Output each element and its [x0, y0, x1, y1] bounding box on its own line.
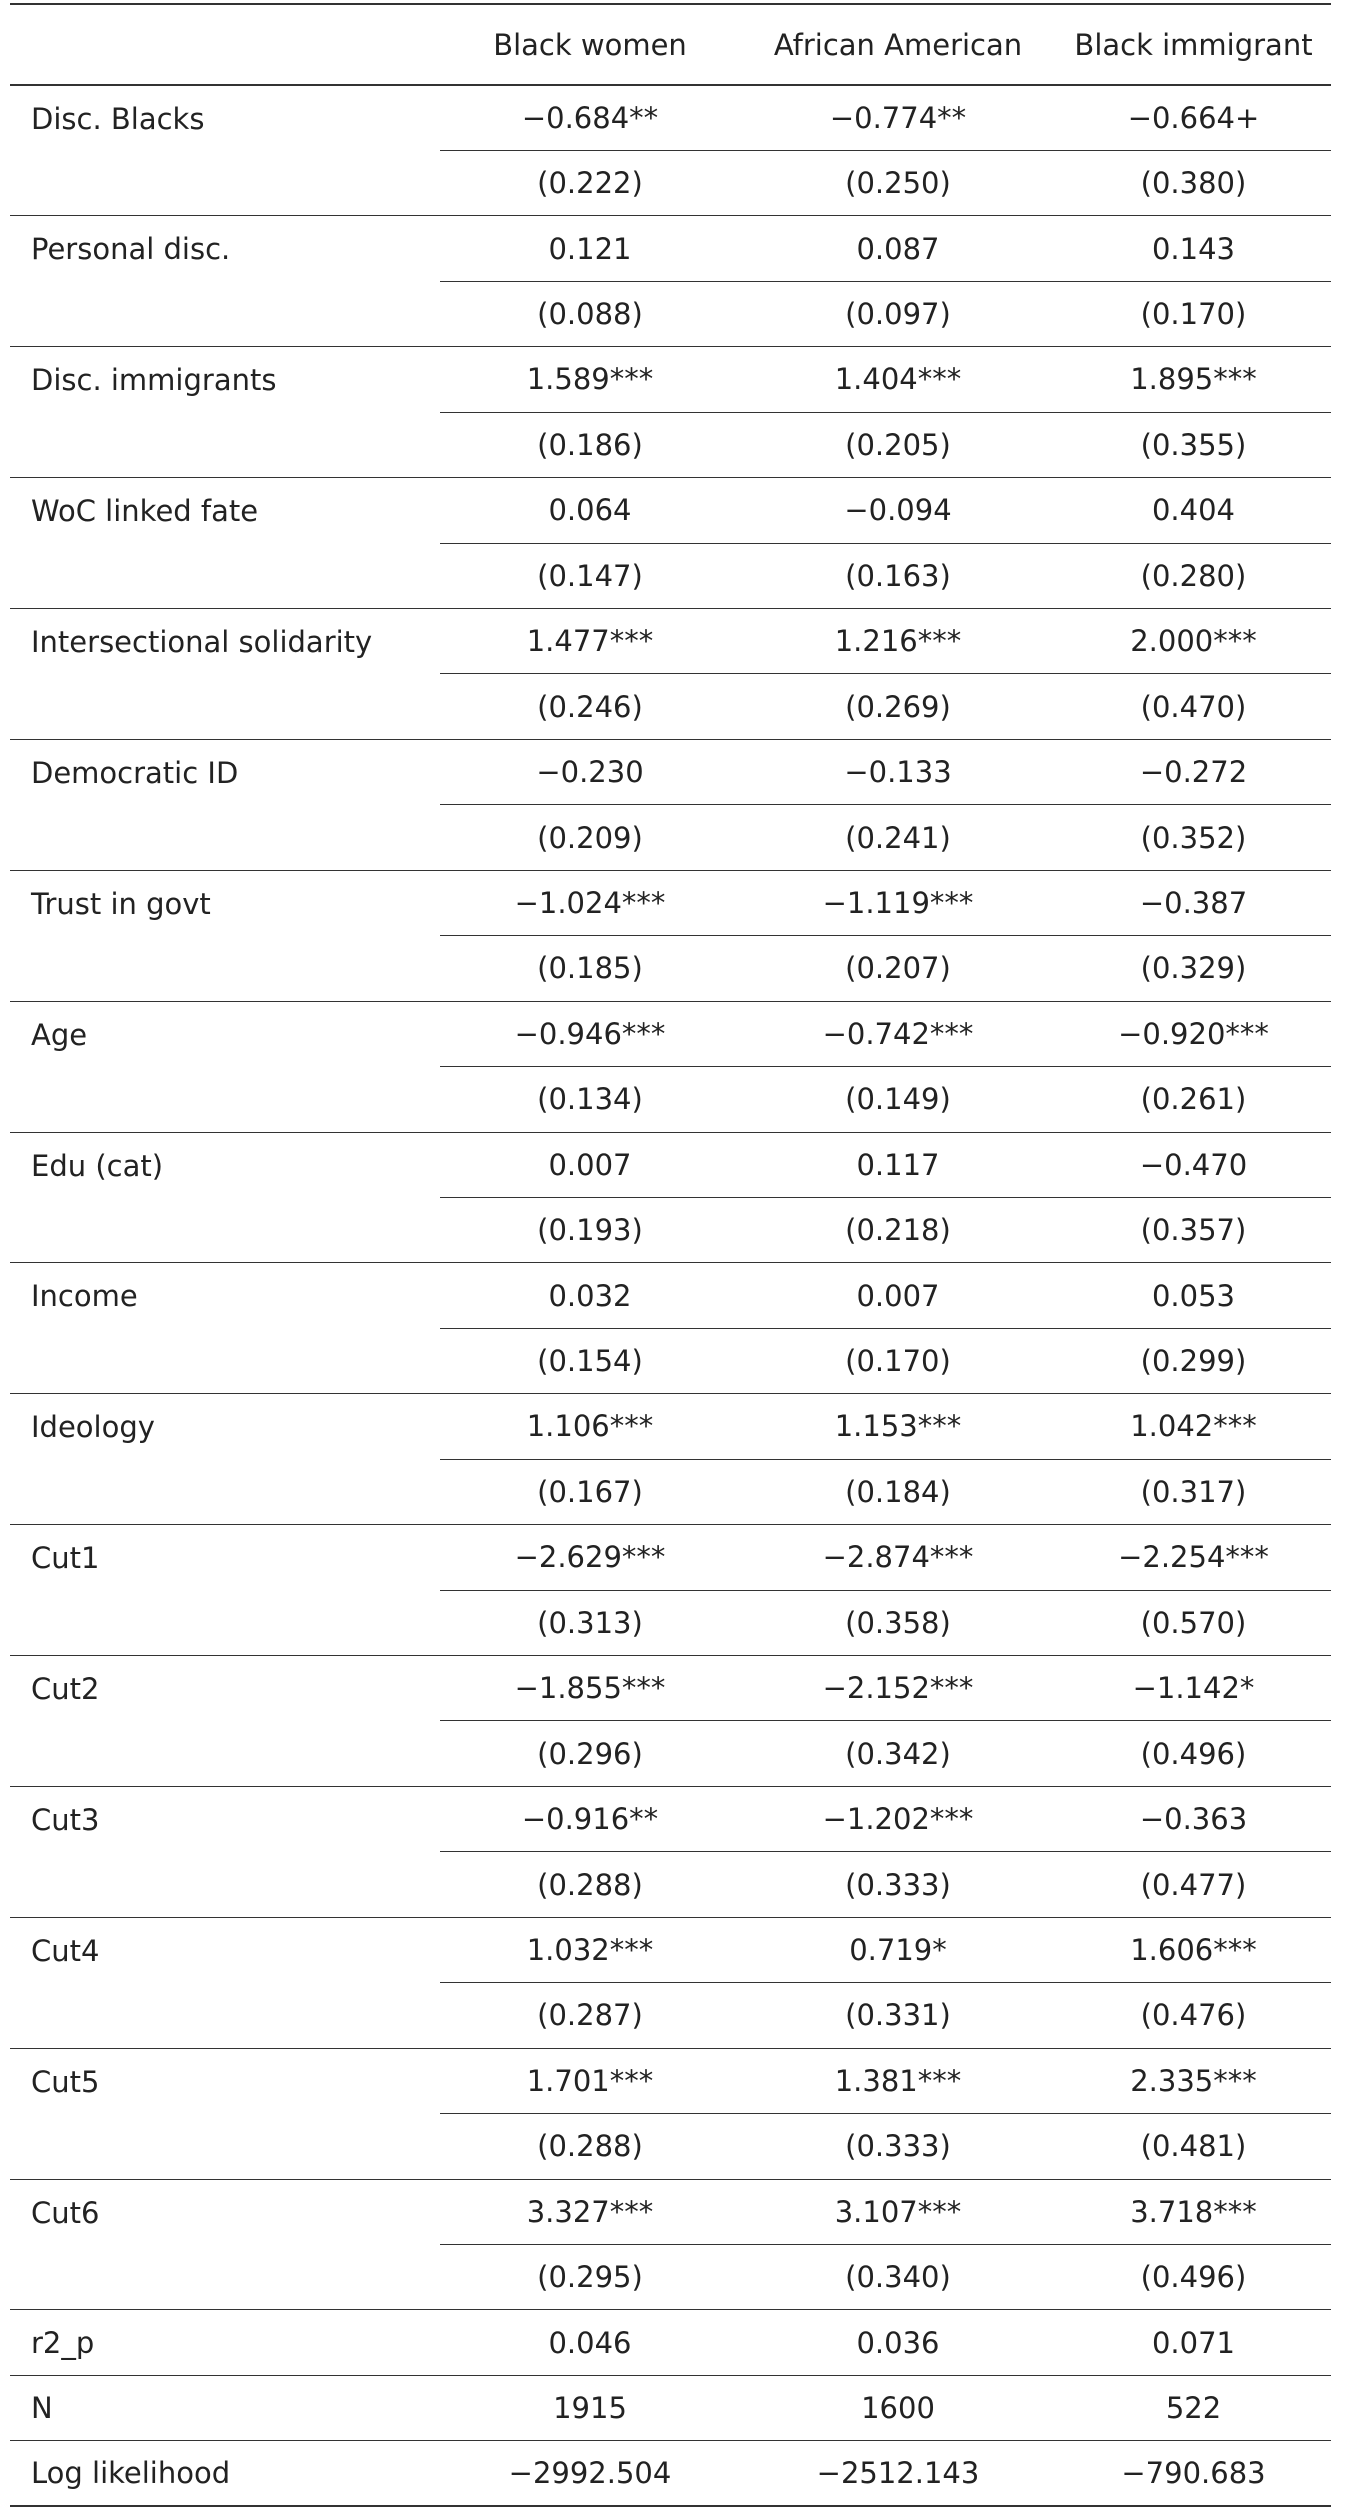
se-cell: (0.333) [740, 1852, 1056, 1917]
coef-cell: −0.916** [440, 1786, 740, 1851]
se-cell: (0.170) [1056, 281, 1331, 346]
table-row [10, 1525, 1331, 1590]
se-cell: (0.313) [440, 1590, 740, 1655]
se-cell: (0.088) [440, 281, 740, 346]
variable-label: Cut1 [10, 1525, 440, 1656]
coef-cell: 0.007 [740, 1263, 1056, 1328]
se-cell: (0.269) [740, 674, 1056, 739]
se-cell: (0.222) [440, 150, 740, 215]
coef-cell: 0.053 [1056, 1263, 1331, 1328]
variable-label: Cut6 [10, 2179, 440, 2310]
variable-label: Income [10, 1263, 440, 1394]
se-cell: (0.570) [1056, 1590, 1331, 1655]
coef-cell: −0.774** [829, 100, 967, 135]
se-cell: (0.296) [440, 1721, 740, 1786]
se-cell: (0.170) [740, 1328, 1056, 1393]
variable-label: Cut4 [10, 1917, 440, 2048]
se-cell: (0.477) [1056, 1852, 1331, 1917]
stat-cell: −2992.504 [440, 2441, 740, 2506]
coef-cell: −1.024*** [440, 870, 740, 935]
coef-cell: −2.629*** [440, 1525, 740, 1590]
coef-cell: 0.143 [1056, 216, 1331, 281]
se-cell: (0.329) [1056, 936, 1331, 1001]
se-cell: (0.154) [440, 1328, 740, 1393]
stats-row [10, 2310, 1331, 2375]
se-cell: (0.205) [740, 412, 1056, 477]
stat-cell: 0.046 [440, 2310, 740, 2375]
variable-label: Edu (cat) [10, 1132, 440, 1263]
table-row [10, 1917, 1331, 1982]
se-cell: (0.317) [1056, 1459, 1331, 1524]
se-cell: (0.287) [440, 1983, 740, 2048]
table-row [10, 2048, 1331, 2113]
stats-row [10, 2375, 1331, 2440]
table-row [10, 1786, 1331, 1851]
table-row [10, 1001, 1331, 1066]
se-cell: (0.246) [440, 674, 740, 739]
se-cell: (0.470) [1056, 674, 1331, 739]
coef-cell: −0.920*** [1056, 1001, 1331, 1066]
coef-cell: −0.664+ [1127, 100, 1260, 135]
coef-cell: 1.701*** [440, 2048, 740, 2113]
variable-label: Cut3 [10, 1786, 440, 1917]
regression-table [10, 3, 1331, 2507]
se-cell: (0.250) [740, 150, 1056, 215]
coef-cell: 1.032*** [440, 1917, 740, 1982]
se-cell: (0.476) [1056, 1983, 1331, 2048]
coef-cell: −0.742*** [740, 1001, 1056, 1066]
se-cell: (0.185) [440, 936, 740, 1001]
table-row [10, 216, 1331, 281]
coef-cell: −0.387 [1056, 870, 1331, 935]
table-row [10, 347, 1331, 412]
table-row [10, 739, 1331, 804]
se-cell: (0.288) [440, 1852, 740, 1917]
coef-cell: −0.133 [740, 739, 1056, 804]
stat-label: Log likelihood [10, 2441, 440, 2506]
variable-label: WoC linked fate [10, 478, 440, 609]
coef-cell: −2.874*** [740, 1525, 1056, 1590]
coef-cell: −0.094 [740, 478, 1056, 543]
table-row [10, 1132, 1331, 1197]
variable-label: Disc. Blacks [31, 102, 205, 136]
coef-cell: 1.477*** [440, 609, 740, 674]
se-cell: (0.261) [1056, 1067, 1331, 1132]
stats-row [10, 2441, 1331, 2506]
stat-label: r2_p [10, 2310, 440, 2375]
se-cell: (0.496) [1056, 2244, 1331, 2309]
coef-cell: 3.327*** [440, 2179, 740, 2244]
se-cell: (0.147) [440, 543, 740, 608]
coef-cell: −0.946*** [440, 1001, 740, 1066]
coef-cell: 1.589*** [440, 347, 740, 412]
coef-cell: −0.363 [1056, 1786, 1331, 1851]
coef-cell: 3.107*** [740, 2179, 1056, 2244]
se-cell: (0.295) [440, 2244, 740, 2309]
coef-cell: 1.606*** [1056, 1917, 1331, 1982]
coef-cell: 0.087 [740, 216, 1056, 281]
coef-cell: −0.684** [521, 100, 659, 135]
stat-cell: 1600 [740, 2375, 1056, 2440]
coef-cell: −1.119*** [740, 870, 1056, 935]
coef-cell: −2.254*** [1056, 1525, 1331, 1590]
table-row [10, 1656, 1331, 1721]
header-cell-black-immigrant: Black immigrant [1056, 4, 1331, 85]
se-cell: (0.149) [740, 1067, 1056, 1132]
se-cell: (0.218) [740, 1197, 1056, 1262]
table-row [10, 478, 1331, 543]
variable-label: Ideology [10, 1394, 440, 1525]
se-cell: (0.358) [740, 1590, 1056, 1655]
coef-cell: 0.117 [740, 1132, 1056, 1197]
stat-cell: 1915 [440, 2375, 740, 2440]
coef-cell: 0.064 [440, 478, 740, 543]
header-cell-african-american: African American [740, 4, 1056, 85]
coef-cell: −0.230 [440, 739, 740, 804]
header-row [10, 4, 1331, 85]
coef-cell: 1.895*** [1056, 347, 1331, 412]
coef-cell: −0.272 [1056, 739, 1331, 804]
coef-cell: 0.032 [440, 1263, 740, 1328]
se-cell: (0.209) [440, 805, 740, 870]
se-cell: (0.342) [740, 1721, 1056, 1786]
variable-label: Cut5 [10, 2048, 440, 2179]
variable-label: Age [10, 1001, 440, 1132]
coef-cell: 1.153*** [740, 1394, 1056, 1459]
se-cell: (0.163) [740, 543, 1056, 608]
coef-cell: 1.381*** [740, 2048, 1056, 2113]
se-cell: (0.340) [740, 2244, 1056, 2309]
coef-cell: 0.404 [1056, 478, 1331, 543]
variable-label: Cut2 [10, 1656, 440, 1787]
coef-cell: 0.121 [440, 216, 740, 281]
stat-cell: 0.036 [740, 2310, 1056, 2375]
coef-cell: 1.216*** [740, 609, 1056, 674]
se-cell: (0.496) [1056, 1721, 1331, 1786]
se-cell: (0.288) [440, 2114, 740, 2179]
coef-cell: −1.142* [1056, 1656, 1331, 1721]
se-cell: (0.241) [740, 805, 1056, 870]
se-cell: (0.186) [440, 412, 740, 477]
stat-cell: −2512.143 [740, 2441, 1056, 2506]
header-cell-black-women: Black women [440, 4, 740, 85]
coef-cell: −0.470 [1056, 1132, 1331, 1197]
table-row [10, 1394, 1331, 1459]
se-cell: (0.357) [1056, 1197, 1331, 1262]
coef-cell: −2.152*** [740, 1656, 1056, 1721]
header-cell-label [10, 4, 440, 85]
variable-label: Democratic ID [10, 739, 440, 870]
coef-cell: 1.404*** [740, 347, 1056, 412]
variable-label: Disc. immigrants [10, 347, 440, 478]
se-cell: (0.184) [740, 1459, 1056, 1524]
se-cell: (0.280) [1056, 543, 1331, 608]
table-row [10, 609, 1331, 674]
se-cell: (0.299) [1056, 1328, 1331, 1393]
se-cell: (0.167) [440, 1459, 740, 1524]
table-row [10, 2179, 1331, 2244]
coef-cell: 1.042*** [1056, 1394, 1331, 1459]
stat-cell: −790.683 [1056, 2441, 1331, 2506]
coef-cell: 2.000*** [1056, 609, 1331, 674]
coef-cell: 1.106*** [440, 1394, 740, 1459]
se-cell: (0.193) [440, 1197, 740, 1262]
se-cell: (0.481) [1056, 2114, 1331, 2179]
coef-cell: 3.718*** [1056, 2179, 1331, 2244]
se-cell: (0.380) [1056, 150, 1331, 215]
variable-label: Personal disc. [10, 216, 440, 347]
se-cell: (0.333) [740, 2114, 1056, 2179]
variable-label: Intersectional solidarity [10, 609, 440, 740]
coef-cell: −1.202*** [740, 1786, 1056, 1851]
se-cell: (0.331) [740, 1983, 1056, 2048]
se-cell: (0.355) [1056, 412, 1331, 477]
table-row [10, 1263, 1331, 1328]
coef-cell: 2.335*** [1056, 2048, 1331, 2113]
stat-label: N [10, 2375, 440, 2440]
stat-cell: 522 [1056, 2375, 1331, 2440]
variable-label: Trust in govt [10, 870, 440, 1001]
table-body [10, 85, 1331, 2506]
table-row [10, 870, 1331, 935]
table-row [10, 85, 1331, 150]
se-cell: (0.097) [740, 281, 1056, 346]
coef-cell: 0.719* [740, 1917, 1056, 1982]
se-cell: (0.352) [1056, 805, 1331, 870]
se-cell: (0.134) [440, 1067, 740, 1132]
se-cell: (0.207) [740, 936, 1056, 1001]
stat-cell: 0.071 [1056, 2310, 1331, 2375]
coef-cell: 0.007 [440, 1132, 740, 1197]
coef-cell: −1.855*** [440, 1656, 740, 1721]
